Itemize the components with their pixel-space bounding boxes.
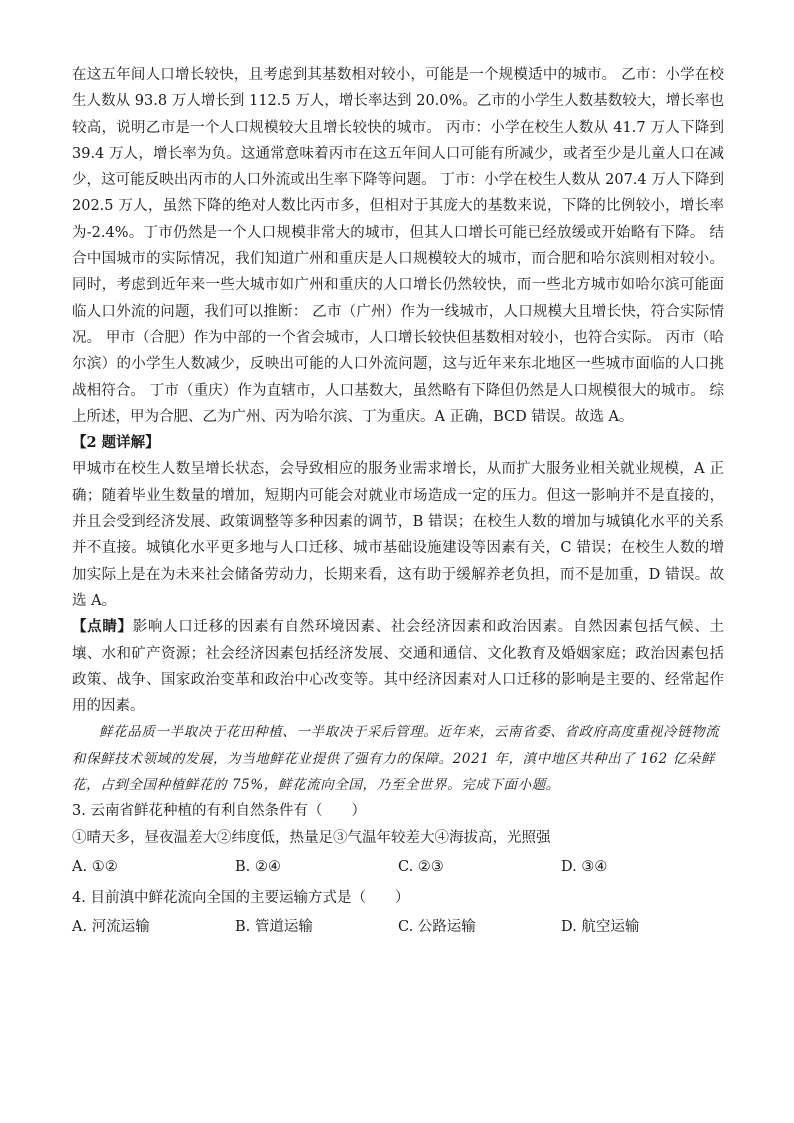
- question-4-option-c[interactable]: C. 公路运输: [398, 919, 476, 936]
- question-4-option-a[interactable]: A. 河流运输: [72, 919, 150, 936]
- analysis-paragraph: 在这五年间人口增长较快，且考虑到其基数相对较小，可能是一个规模适中的城市。 乙市：小学在校生人数从 93.8 万人增长到 112.5 万人，增长率达到 20.0%。乙市的小学生人数基数较大，增长率也较高，说明乙市是一个人口规模较大且增长较快的城市。 丙市：小学在校生人数从 41.7 万人下降到 39.4 万人，增长率为负。这通常意味着丙市在这五年间人口可能有所减少，或者至少是儿童人口在减少，这可能反映出丙市的人口外流或出生率下降等问题。 丁市：小学在校生人数从 207.4 万人下降到 202.5 万人，虽然下降的绝对人数比丙市多，但相对于其庞大的基数来说，下降的比例较小，增长率为-2.4%。丁市仍然是一个人口规模非常大的城市，但其人口增长可能已经放缓或开始略有下降。 结合中国城市的实际情况，我们知道广州和重庆是人口规模较大的城市，而合肥和哈尔滨则相对较小。同时，考虑到近年来一些大城市如广州和重庆的人口增长仍然较快，而一些北方城市如哈尔滨可能面临人口外流的问题，我们可以推断： 乙市（广州）作为一线城市，人口规模大且增长快，符合实际情况。 甲市（合肥）作为中部的一个省会城市，人口增长较快但基数相对较小，也符合实际。 丙市（哈尔滨）的小学生人数减少，反映出可能的人口外流问题，这与近年来东北地区一些城市面临的人口挑战相符合。 丁市（重庆）作为直辖市，人口基数大，虽然略有下降但仍然是人口规模很大的城市。 综上所述，甲为合肥、乙为广州、丙为哈尔滨、丁为重庆。A 正确，BCD 错误。故选 A。: [72, 67, 724, 425]
- q2-detail-heading: 【2 题详解】: [72, 434, 160, 452]
- question-3-option-d[interactable]: D. ③④: [561, 858, 608, 875]
- question-4-option-d[interactable]: D. 航空运输: [561, 919, 640, 936]
- question-4-options: [72, 911, 724, 943]
- reading-passage: 鲜花品质一半取决于花田种植、一半取决于采后管理。近年来，云南省委、省政府高度重视冷链物流和保鲜技术领域的发展，为当地鲜花业提供了强有力的保障。2021 年，滇中地区共种出了 162 亿朵鲜花，占到全国种植鲜花的 75%，鲜花流向全国，乃至全世界。完成下面小题。: [72, 724, 720, 794]
- question-3-stem: 3. 云南省鲜花种植的有利自然条件有（ ）: [72, 803, 366, 820]
- question-4-option-b[interactable]: B. 管道运输: [235, 919, 313, 936]
- question-3-options: [72, 851, 724, 883]
- question-3-option-b[interactable]: B. ②④: [235, 858, 281, 875]
- key-points-paragraph: [72, 614, 724, 719]
- document-page: [72, 62, 724, 945]
- key-points-label: 【点睛】: [72, 618, 133, 636]
- q2-detail-paragraph: 甲城市在校生人数呈增长状态，会导致相应的服务业需求增长，从而扩大服务业相关就业规模，A 正确；随着毕业生数量的增加，短期内可能会对就业市场造成一定的压力。但这一影响并不是直接的，并且会受到经济发展、政策调整等多种因素的调节，B 错误；在校生人数的增加与城镇化水平的关系并不直接。城镇化水平更多地与人口迁移、城市基础设施建设等因素有关，C 错误；在校生人数的增加实际上是在为未来社会储备劳动力，长期来看，这有助于缓解养老负担，而不是加重，D 错误。故选 A。: [72, 461, 724, 609]
- question-3-option-a[interactable]: A. ①②: [72, 858, 118, 875]
- key-points-text: 影响人口迁移的因素有自然环境因素、社会经济因素和政治因素。自然因素包括气候、土壤、水和矿产资源；社会经济因素包括经济发展、交通和通信、文化教育及婚姻家庭；政治因素包括政策、战争、国家政治变革和政治中心改变等。其中经济因素对人口迁移的影响是主要的、经常起作用的因素。: [72, 619, 725, 715]
- question-3-statements: ①晴天多，昼夜温差大②纬度低，热量足③气温年较差大④海拔高，光照强: [72, 829, 551, 846]
- question-4-stem: 4. 目前滇中鲜花流向全国的主要运输方式是（ ）: [72, 889, 410, 906]
- question-3-option-c[interactable]: C. ②③: [398, 858, 444, 875]
